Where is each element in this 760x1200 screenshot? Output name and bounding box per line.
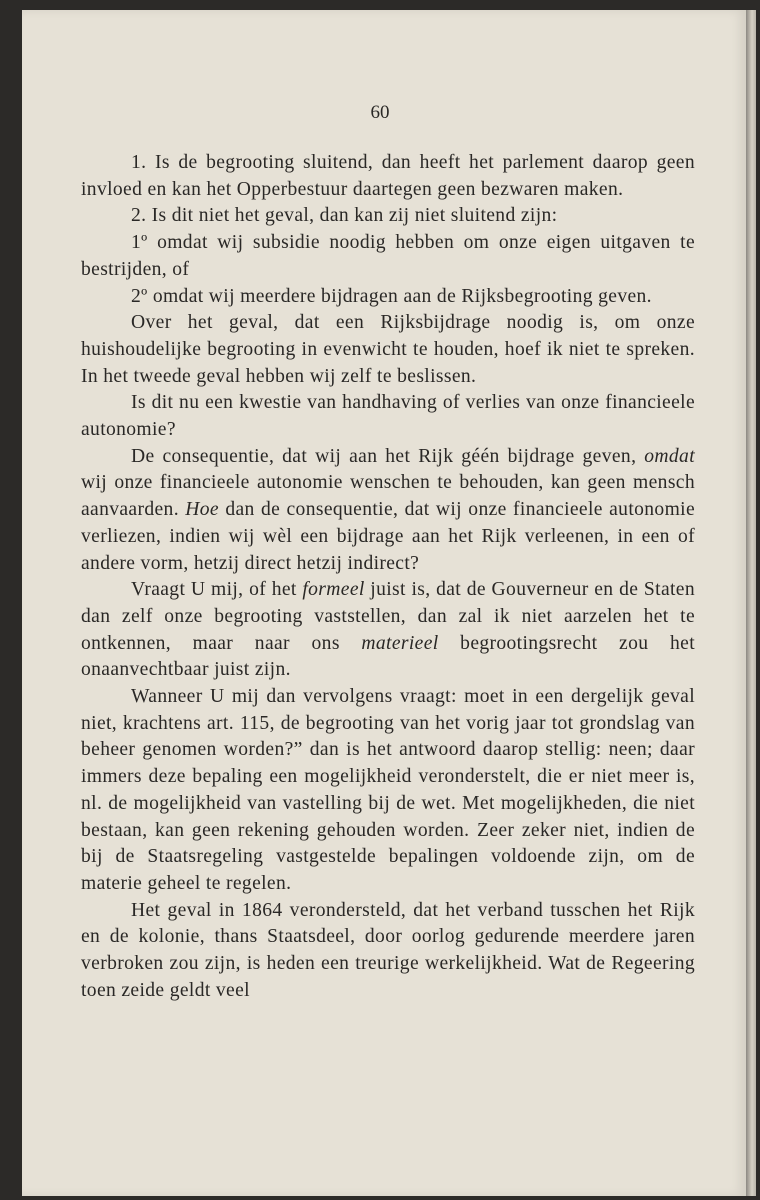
text-run: juist is, dat de Gouverneur en de Staten dan zelf onze begrooting vaststellen, dan zal ik niet aarzelen het te ontkennen, maar naar ons — [81, 579, 695, 654]
paragraph: Is dit nu een kwestie van handhaving of verlies van onze financieele autonomie? — [81, 392, 695, 441]
text-run: dan de consequentie, dat wij onze financieele autonomie verliezen, indien wij wèl een bijdrage aan het Rijk verleenen, in een of andere vorm, hetzij direct hetzij indirect? — [81, 499, 695, 574]
paragraph — [81, 577, 695, 684]
text-run: Vraagt U mij, of het — [131, 579, 303, 601]
paragraph: 1. Is de begrooting sluitend, dan heeft het parlement daarop geen invloed en kan het Opperbestuur daartegen geen bezwaren maken. — [81, 152, 695, 200]
body-text — [81, 150, 695, 1005]
italic-text: omdat — [644, 445, 695, 467]
paragraph: 1º omdat wij subsidie noodig hebben om onze eigen uitgaven te bestrijden, of — [81, 232, 695, 280]
text-run: wij onze financieele autonomie wenschen te behouden, kan geen mensch aanvaarden. — [81, 472, 695, 521]
page-number: 60 — [370, 102, 390, 123]
italic-text: materieel — [361, 632, 439, 654]
italic-text: Hoe — [185, 499, 219, 521]
text-run: De consequentie, dat wij aan het Rijk géén bijdrage geven, — [131, 445, 645, 467]
paragraph: 2. Is dit niet het geval, dan kan zij niet sluitend zijn: — [131, 205, 558, 227]
text-run: begrootingsrecht zou het onaanvechtbaar juist zijn. — [81, 632, 695, 681]
paragraph: Wanneer U mij dan vervolgens vraagt: moet in een dergelijk geval niet, krachtens art. 115, de begrooting van het vorig jaar tot grondslag van beheer genomen worden?” dan is het antwoord daarop stellig: neen; daar immers deze bepaling een mogelijkheid veronderstelt, die er niet meer is, nl. de mogelijkheid van vastelling bij de wet. Met mogelijkheden, die niet bestaan, kan geen rekening gehouden worden. Zeer zeker niet, indien de bij de Staatsregeling vastgestelde bepalingen voldoende zijn, om de materie geheel te regelen. — [81, 686, 695, 894]
italic-text: formeel — [302, 579, 365, 601]
paragraph: 2º omdat wij meerdere bijdragen aan de Rijksbegrooting geven. — [131, 285, 652, 307]
paragraph: Over het geval, dat een Rijksbijdrage noodig is, om onze huishoudelijke begrooting in evenwicht te houden, hoef ik niet te spreken. In het tweede geval hebben wij zelf te beslissen. — [81, 312, 695, 387]
paragraph — [81, 444, 695, 578]
page-edge — [746, 10, 756, 1196]
paragraph: Het geval in 1864 verondersteld, dat het verband tusschen het Rijk en de kolonie, thans Staatsdeel, door oorlog gedurende meerdere jaren verbroken zou zijn, is heden een treurige werkelijkheid. Wat de Regeering toen zeide geldt veel — [81, 899, 695, 1001]
